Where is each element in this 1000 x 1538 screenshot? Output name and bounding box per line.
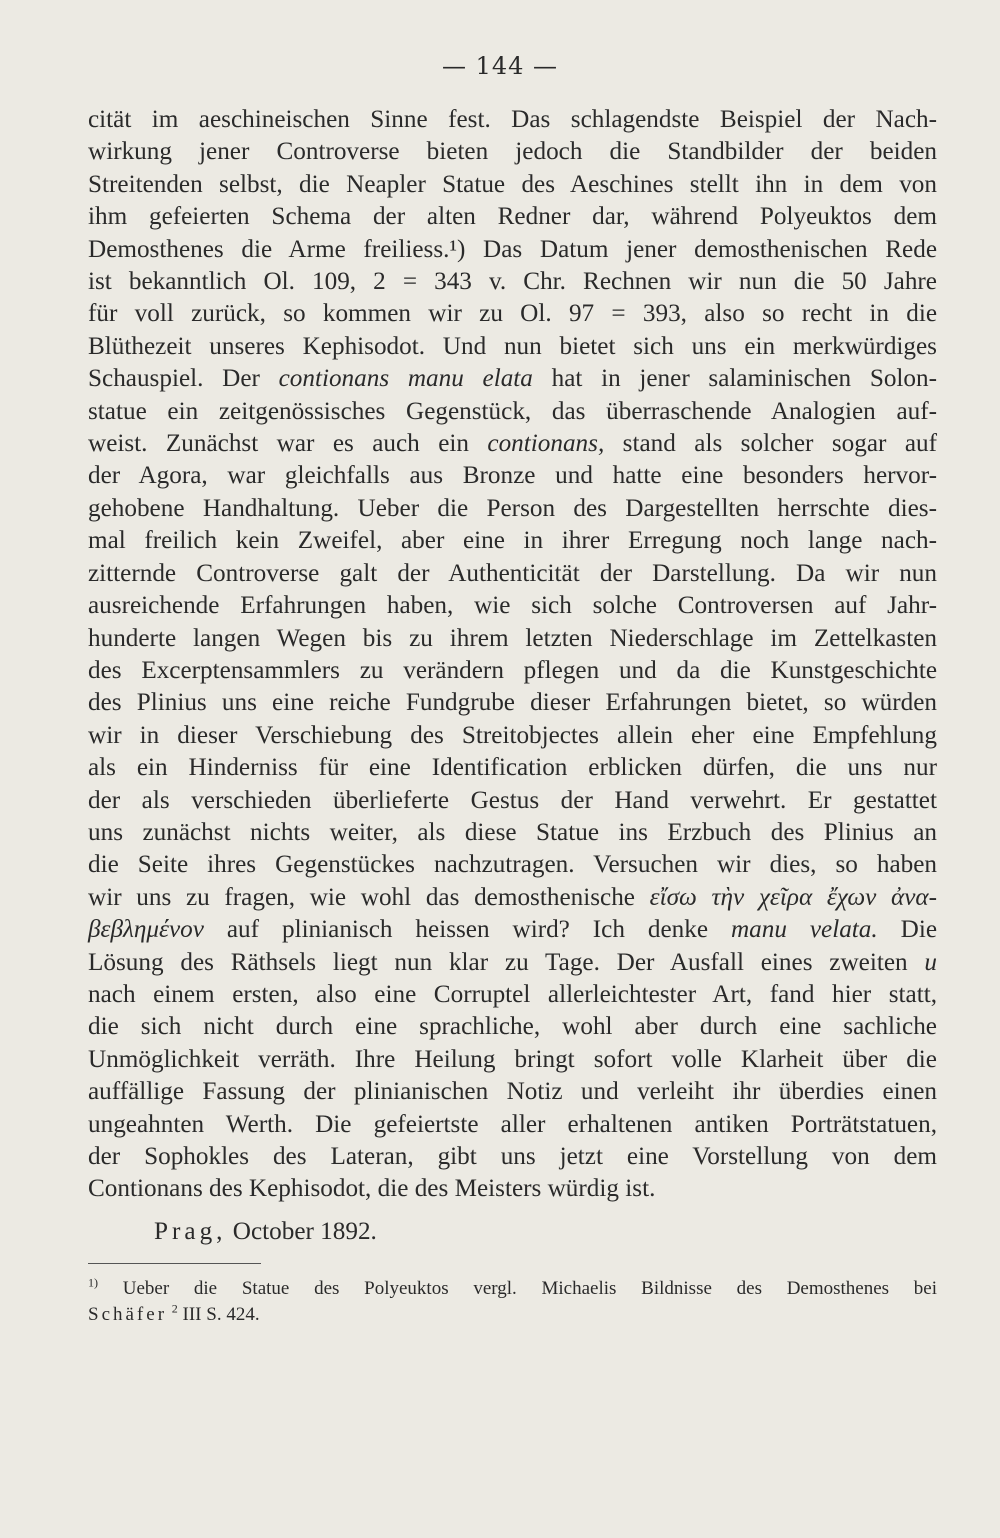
text-segment: nach einem ersten, also eine Corruptel allerleichtester Art, fand hier statt,	[88, 980, 937, 1008]
text-segment: cität im aeschineischen Sinne fest. Das schlagendste Beispiel der Nach-	[88, 106, 937, 133]
text-line	[88, 363, 937, 395]
text-line	[88, 396, 937, 428]
text-line	[88, 136, 937, 168]
text-segment: Schauspiel. Der	[88, 365, 279, 393]
text-line	[88, 1076, 937, 1108]
text-line	[88, 234, 937, 266]
text-line	[88, 1044, 937, 1076]
text-line	[88, 1173, 937, 1205]
text-line	[88, 201, 937, 233]
text-line	[88, 1011, 937, 1043]
page-number: — 144 —	[441, 52, 559, 80]
signature	[154, 1216, 377, 1248]
text-line	[88, 266, 937, 298]
text-segment: auffällige Fassung der plinianischen Notiz und verleiht ihr überdies einen	[88, 1078, 937, 1106]
italic-text: contionans manu elata	[278, 365, 533, 393]
text-segment: statue ein zeitgenössisches Gegenstück, das überraschende Analogien auf-	[88, 397, 937, 425]
text-line	[88, 882, 937, 914]
text-segment: der als verschieden überlieferte Gestus der Hand verwehrt. Er gestattet	[88, 786, 937, 814]
text-segment: stand als solcher sogar auf	[604, 430, 937, 458]
text-segment: der Agora, war gleichfalls aus Bronze und hatte eine besonders hervor-	[88, 462, 937, 490]
text-line	[88, 1109, 937, 1141]
text-segment: auf plinianisch heissen wird? Ich denke	[203, 916, 731, 944]
footnote-author: Schäfer	[88, 1304, 168, 1325]
text-line	[88, 947, 937, 979]
text-segment: gehobene Handhaltung. Ueber die Person des Dargestellten herrschte dies-	[88, 494, 937, 522]
footnote-edition: 2	[171, 1301, 178, 1316]
text-line	[88, 655, 937, 687]
text-segment: ihm gefeierten Schema der alten Redner dar, während Polyeuktos dem	[88, 203, 937, 231]
text-line	[88, 331, 937, 363]
text-line	[88, 558, 937, 590]
text-line	[88, 104, 937, 136]
text-segment: mal freilich kein Zweifel, aber eine in ihrer Erregung noch lange nach-	[88, 527, 937, 555]
signature-place: Prag,	[154, 1218, 227, 1245]
text-segment: Demosthenes die Arme freiliess.¹) Das Datum jener demosthenischen Rede	[88, 235, 937, 263]
text-segment: Unmöglichkeit verräth. Ihre Heilung bringt sofort volle Klarheit über die	[88, 1045, 937, 1073]
text-segment: für voll zurück, so kommen wir zu Ol. 97 = 393, also so recht in die	[88, 300, 937, 328]
footnote-marker: 1)	[88, 1275, 98, 1290]
text-line	[88, 169, 937, 201]
italic-text: βεβλημένον	[88, 916, 204, 944]
text-segment: Die	[877, 916, 937, 944]
text-line	[88, 493, 937, 525]
text-segment: wirkung jener Controverse bieten jedoch die Standbilder der beiden	[88, 138, 937, 166]
text-segment: hat in jener salaminischen Solon-	[532, 365, 937, 393]
text-line	[88, 687, 937, 719]
text-line	[88, 525, 937, 557]
text-segment: uns zunächst nichts weiter, als diese Statue ins Erzbuch des Plinius an	[88, 818, 937, 846]
italic-text: contionans,	[487, 430, 605, 458]
text-line	[88, 914, 937, 946]
text-segment: der Sophokles des Lateran, gibt uns jetzt eine Vorstellung von dem	[88, 1143, 937, 1170]
text-segment: die sich nicht durch eine sprachliche, wohl aber durch eine sachliche	[88, 1013, 937, 1041]
signature-date: October 1892.	[232, 1218, 377, 1245]
text-segment: Lösung des Räthsels liegt nun klar zu Tage. Der Ausfall eines zweiten	[88, 948, 925, 976]
text-segment: Streitenden selbst, die Neapler Statue des Aeschines stellt ihn in dem von	[88, 170, 937, 198]
text-segment: die Seite ihres Gegenstückes nachzutragen. Versuchen wir dies, so haben	[88, 851, 937, 879]
text-segment: als ein Hinderniss für eine Identification erblicken dürfen, die uns nur	[88, 754, 937, 782]
text-segment: wir uns zu fragen, wie wohl das demosthenische	[88, 883, 650, 911]
text-line	[88, 623, 937, 655]
text-segment: hunderte langen Wegen bis zu ihrem letzten Niederschlage im Zettelkasten	[88, 624, 937, 652]
text-segment: ausreichende Erfahrungen haben, wie sich solche Controversen auf Jahr-	[88, 592, 937, 620]
italic-text: εἴσω τὴν χεῖρα ἔχων ἀνα-	[649, 883, 937, 911]
text-segment: ist bekanntlich Ol. 109, 2 = 343 v. Chr. Rechnen wir nun die 50 Jahre	[88, 268, 937, 296]
text-segment: Contionans des Kephisodot, die des Meisters würdig ist.	[88, 1175, 656, 1203]
footnote-rule	[88, 1263, 261, 1264]
text-line	[88, 298, 937, 330]
text-line	[88, 428, 937, 460]
text-line	[88, 1141, 937, 1173]
text-segment: des Excerptensammlers zu verändern pflegen und da die Kunstgeschichte	[88, 656, 937, 684]
text-line	[88, 785, 937, 817]
text-line	[88, 590, 937, 622]
text-line	[88, 849, 937, 881]
text-segment: des Plinius uns eine reiche Fundgrube dieser Erfahrungen bietet, so würden	[88, 689, 937, 717]
footnote-line	[88, 1302, 937, 1328]
text-segment: weist. Zunächst war es auch ein	[88, 430, 488, 458]
text-segment: wir in dieser Verschiebung des Streitobjectes allein eher eine Empfehlung	[88, 721, 937, 749]
text-line	[88, 460, 937, 492]
text-segment: zitternde Controverse galt der Authenticität der Darstellung. Da wir nun	[88, 559, 937, 587]
text-segment: ungeahnten Werth. Die gefeiertste aller erhaltenen antiken Porträtstatuen,	[88, 1110, 937, 1138]
italic-text: u	[924, 948, 937, 976]
footnote-text: Ueber die Statue des Polyeuktos vergl. Michaelis Bildnisse des Demosthenes bei	[122, 1278, 938, 1299]
text-line	[88, 817, 937, 849]
text-line	[88, 979, 937, 1011]
footnote-line	[88, 1276, 937, 1302]
italic-text: manu velata.	[730, 916, 878, 944]
footnotes	[88, 1276, 937, 1328]
footnote-reference: III S. 424.	[182, 1304, 260, 1325]
text-line	[88, 720, 937, 752]
text-segment: Blüthezeit unseres Kephisodot. Und nun bietet sich uns ein merkwürdiges	[88, 332, 937, 360]
body-text	[88, 104, 937, 1206]
text-line	[88, 752, 937, 784]
